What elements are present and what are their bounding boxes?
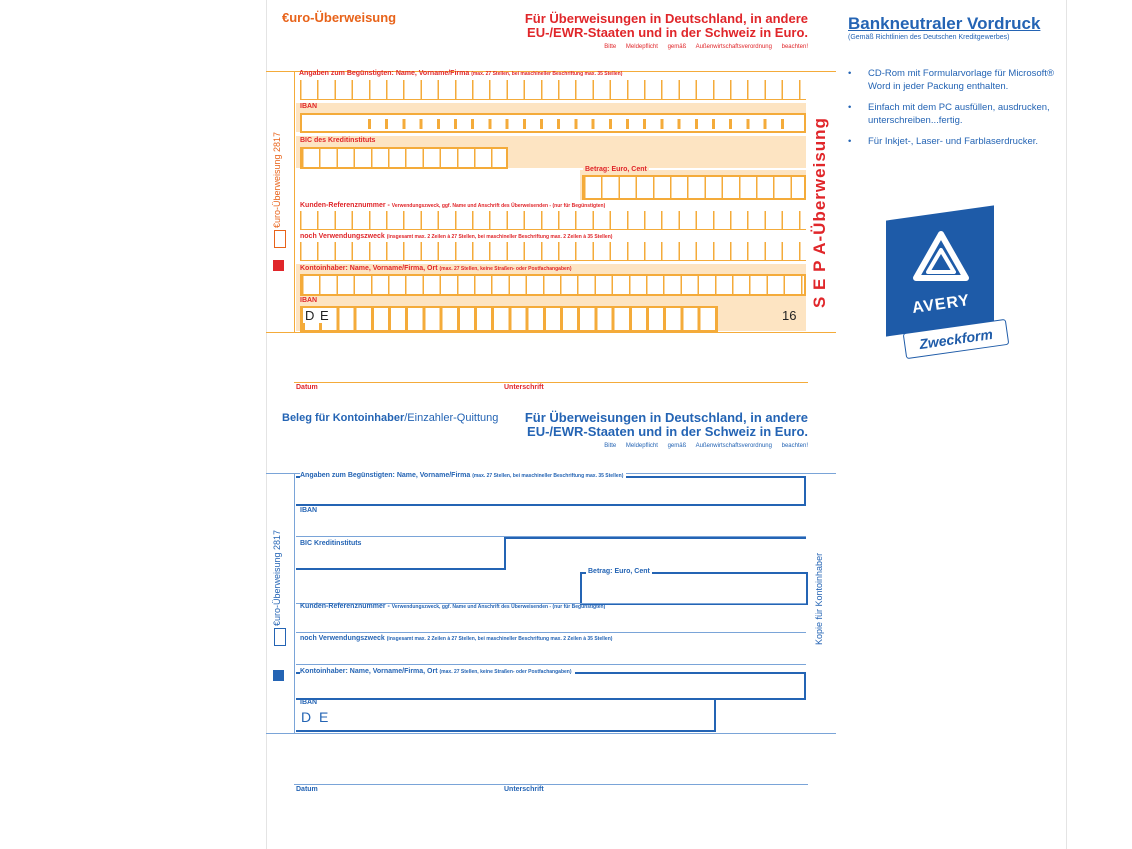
lower-form-title: Beleg für Kontoinhaber/Einzahler-Quittung: [282, 412, 499, 424]
lower-beneficiary-label: Angaben zum Begünstigten: Name, Vorname/Firma (max. 27 Stellen, bei maschineller Beschriftung max. 35 Stellen): [300, 472, 626, 479]
upper-signature-line: [294, 382, 808, 383]
account-holder-label: Kontoinhaber: Name, Vorname/Firma, Ort (max. 27 Stellen, keine Straßen- oder Postfachangaben): [300, 265, 572, 272]
lower-reference-label: Kunden-Referenznummer - Verwendungszweck, ggf. Name und Anschrift des Überweisenden - (nur für Begünstigten): [300, 603, 606, 610]
heading-line-1: Für Überweisungen in Deutschland, in andere: [524, 11, 808, 26]
lower-bic-label: BIC Kreditinstituts: [300, 540, 362, 547]
upper-form-left-border: [294, 71, 295, 332]
reference-boxes[interactable]: [300, 211, 806, 230]
amount-input[interactable]: [582, 175, 806, 200]
lower-amount-label: Betrag: Euro, Cent: [588, 568, 650, 575]
lower-payer-iban-label: IBAN: [300, 699, 318, 706]
lower-account-holder-label: Kontoinhaber: Name, Vorname/Firma, Ort (max. 27 Stellen, keine Straßen- oder Postfachangaben): [300, 668, 575, 675]
lower-form-bottom-line: [266, 733, 836, 734]
lower-account-holder-box[interactable]: [296, 672, 806, 700]
beneficiary-label: Angaben zum Begünstigten: Name, Vorname/Firma (max. 27 Stellen, bei maschineller Beschriftung max. 35 Stellen): [299, 70, 623, 77]
ad-bullet: • CD-Rom mit Formularvorlage für Microsoft® Word in jeder Packung enthalten.: [844, 67, 1059, 93]
ad-title: Bankneutraler Vordruck: [848, 14, 1041, 33]
iban-group-ticks: [368, 119, 798, 129]
avery-mini-icon: [273, 670, 284, 681]
heading-line-2: EU-/EWR-Staaten und in der Schweiz in Euro.: [527, 424, 808, 439]
bic-input[interactable]: [300, 147, 508, 169]
lower-form-heading: [520, 411, 808, 453]
lower-payer-iban-box[interactable]: [296, 698, 716, 732]
heading-line-2: EU-/EWR-Staaten und in der Schweiz in Euro.: [527, 25, 808, 40]
ad-subtitle: (Gemäß Richtlinien des Deutschen Kreditgewerbes): [848, 34, 1010, 41]
beneficiary-boxes[interactable]: [300, 80, 806, 100]
avery-mini-icon: [273, 260, 284, 271]
ad-bullet: • Für Inkjet-, Laser- und Farblaserdrucker.: [844, 135, 1059, 148]
reporting-note: Bitte Meldepflicht gemäß Außenwirtschaftsverordnung beachten!: [604, 44, 808, 50]
heading-line-1: Für Überweisungen in Deutschland, in andere: [524, 410, 808, 425]
reporting-note: Bitte Meldepflicht gemäß Außenwirtschaftsverordnung beachten!: [604, 443, 808, 449]
avery-wordmark: AVERY: [911, 292, 972, 317]
upper-form-bottom-line: [266, 332, 836, 333]
mini-logo-box: [274, 628, 286, 646]
upper-form-title: €uro-Überweisung: [282, 10, 397, 25]
copy-label: Kopie für Kontoinhaber: [814, 552, 824, 645]
purpose-boxes[interactable]: [300, 242, 806, 261]
lower-country-prefix: D E: [301, 709, 331, 725]
lower-form-left-border: [294, 473, 295, 733]
lower-date-label: Datum: [296, 786, 318, 793]
iban-label: IBAN: [300, 103, 318, 110]
payer-iban-input[interactable]: [300, 306, 718, 332]
country-prefix: D E: [305, 308, 330, 323]
lower-amount-box[interactable]: [580, 572, 808, 605]
bic-label: BIC des Kreditinstituts: [300, 137, 376, 144]
lower-iban-label: IBAN: [300, 507, 318, 514]
upper-side-label: €uro-Überweisung 2817: [272, 131, 282, 228]
ad-feature-list: [844, 67, 1059, 156]
upper-form-heading: [520, 12, 808, 54]
account-holder-input[interactable]: [300, 274, 806, 296]
lower-signature-line: [294, 784, 808, 785]
ad-bullet: • Einfach mit dem PC ausfüllen, ausdrucken, unterschreiben...fertig.: [844, 101, 1059, 127]
payer-iban-label: IBAN: [300, 297, 318, 304]
amount-label: Betrag: Euro, Cent: [585, 166, 647, 173]
lower-side-label: €uro-Überweisung 2817: [272, 529, 282, 626]
sepa-label: S E P A-Überweisung: [810, 117, 829, 308]
upper-date-label: Datum: [296, 384, 318, 391]
lower-purpose-label: noch Verwendungszweck (insgesamt max. 2 Zeilen à 27 Stellen, bei maschineller Beschriftung max. 2 Zeilen à 35 Stellen): [300, 635, 613, 642]
avery-triangle-icon: [910, 228, 972, 290]
lower-iban-field[interactable]: [296, 504, 806, 537]
mini-logo-box: [274, 230, 286, 248]
lower-signature-label: Unterschrift: [504, 786, 544, 793]
zweckform-wordmark: Zweckform: [918, 325, 994, 353]
lower-bic-topline: [504, 537, 806, 539]
lower-beneficiary-box[interactable]: [296, 476, 806, 506]
form-code: 16: [782, 308, 797, 323]
upper-signature-label: Unterschrift: [504, 384, 544, 391]
reference-label: Kunden-Referenznummer - Verwendungszweck, ggf. Name und Anschrift des Überweisenden - (nur für Begünstigten): [300, 202, 606, 209]
purpose-label: noch Verwendungszweck (insgesamt max. 2 Zeilen à 27 Stellen, bei maschineller Beschriftung max. 2 Zeilen à 35 Stellen): [300, 233, 613, 240]
